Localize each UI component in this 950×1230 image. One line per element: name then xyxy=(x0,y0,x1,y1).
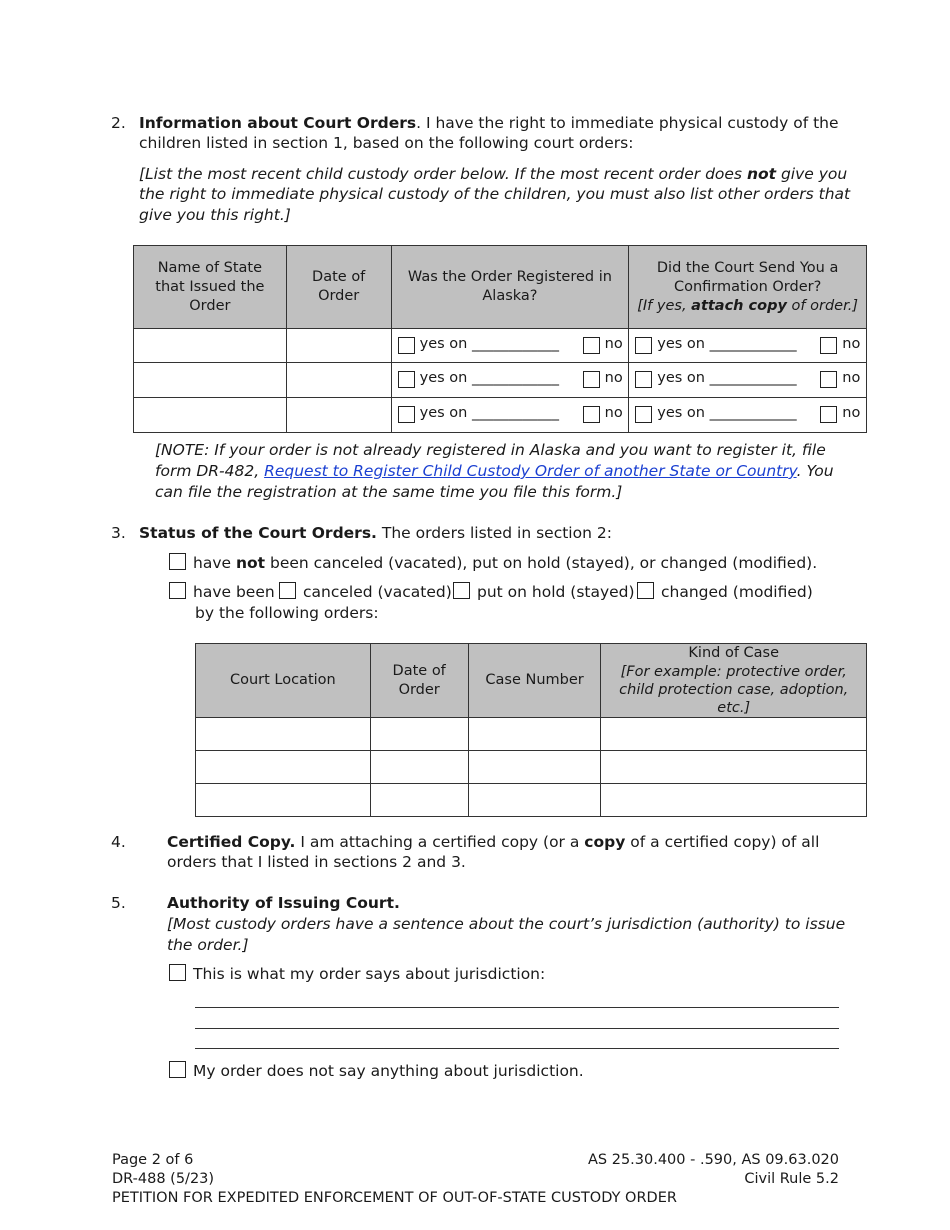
registered-no-checkbox[interactable] xyxy=(583,337,600,354)
case-number-cell[interactable] xyxy=(468,751,601,784)
jurisdiction-write-line[interactable] xyxy=(195,1028,839,1029)
confirmation-no-checkbox[interactable] xyxy=(820,371,837,388)
kind-of-case-cell[interactable] xyxy=(601,718,867,751)
table-row xyxy=(134,329,867,363)
not-changed-label: have not been canceled (vacated), put on hold (stayed), or changed (modified). xyxy=(193,554,818,572)
confirmation-yes-checkbox[interactable] xyxy=(635,406,652,423)
confirmation-cell xyxy=(629,398,867,433)
registered-yes-checkbox[interactable] xyxy=(398,406,415,423)
registered-no-checkbox[interactable] xyxy=(583,406,600,423)
header-date: Date of Order xyxy=(370,644,468,718)
modifying-orders-header-row xyxy=(196,644,867,718)
section-4-line-2: orders that I listed in sections 2 and 3. xyxy=(167,853,466,871)
date-cell[interactable] xyxy=(286,363,391,398)
section-4-line-1: Certified Copy. I am attaching a certified copy (or a copy of a certified copy) of all xyxy=(167,833,820,851)
date-cell[interactable] xyxy=(370,751,468,784)
date-cell[interactable] xyxy=(370,784,468,817)
section-5-instruction-1: [Most custody orders have a sentence about the court’s jurisdiction (authority) to issue xyxy=(167,915,846,933)
confirmation-yes-label: yes on ____________ xyxy=(657,336,797,352)
footer-statute: AS 25.30.400 - .590, AS 09.63.020 xyxy=(587,1152,839,1168)
registered-yes-label: yes on ____________ xyxy=(419,336,559,352)
header-case-number: Case Number xyxy=(468,644,601,718)
court-location-cell[interactable] xyxy=(196,784,371,817)
section-2-line-1 xyxy=(139,113,839,133)
header-state: Name of State that Issued the Order xyxy=(134,246,287,329)
date-cell[interactable] xyxy=(286,329,391,363)
section-3-heading: Status of the Court Orders. xyxy=(139,524,377,542)
table-row xyxy=(196,718,867,751)
section-3-number: 3. xyxy=(111,524,126,542)
court-location-cell[interactable] xyxy=(196,718,371,751)
section-2-instruction-3: give you this right.] xyxy=(139,206,291,224)
table-row xyxy=(196,784,867,817)
note-line-2: form DR-482, Request to Register Child Custody Order of another State or Country. You xyxy=(155,462,834,480)
court-location-cell[interactable] xyxy=(196,751,371,784)
registered-yes-checkbox[interactable] xyxy=(398,337,415,354)
header-date: Date of Order xyxy=(286,246,391,329)
date-cell[interactable] xyxy=(286,398,391,433)
confirmation-yes-label: yes on ____________ xyxy=(657,405,797,421)
confirmation-no-label: no xyxy=(842,370,861,386)
registered-yes-label: yes on ____________ xyxy=(419,370,559,386)
have-been-label: have been xyxy=(193,583,275,601)
following-orders-label: by the following orders: xyxy=(195,604,379,622)
note-line-3: can file the registration at the same time you file this form.] xyxy=(155,483,623,501)
on-hold-checkbox[interactable] xyxy=(453,582,470,599)
canceled-checkbox[interactable] xyxy=(279,582,296,599)
court-orders-header-row xyxy=(134,246,867,329)
case-number-cell[interactable] xyxy=(468,718,601,751)
section-3-line: Status of the Court Orders. The orders listed in section 2: xyxy=(139,524,612,542)
header-kind-of-case: Kind of Case [For example: protective order, child protection case, adoption, etc.] xyxy=(601,644,867,718)
header-registered: Was the Order Registered in Alaska? xyxy=(391,246,629,329)
registered-cell xyxy=(391,398,629,433)
have-been-changed-checkbox[interactable] xyxy=(169,582,186,599)
footer-form-id: DR-488 (5/23) xyxy=(112,1171,215,1187)
jurisdiction-write-line[interactable] xyxy=(195,1007,839,1008)
registered-no-checkbox[interactable] xyxy=(583,371,600,388)
on-hold-label: put on hold (stayed) xyxy=(477,583,635,601)
confirmation-yes-checkbox[interactable] xyxy=(635,337,652,354)
state-cell[interactable] xyxy=(134,329,287,363)
jurisdiction-none-label: My order does not say anything about jurisdiction. xyxy=(193,1062,584,1080)
section-2-heading: Information about Court Orders xyxy=(139,114,417,132)
registered-no-label: no xyxy=(604,336,623,352)
table-row xyxy=(196,751,867,784)
jurisdiction-write-line[interactable] xyxy=(195,1048,839,1049)
footer-civil-rule: Civil Rule 5.2 xyxy=(744,1171,839,1187)
registered-no-label: no xyxy=(604,370,623,386)
confirmation-no-checkbox[interactable] xyxy=(820,337,837,354)
section-2-instruction-1: [List the most recent child custody order below. If the most recent order does not give you xyxy=(139,165,848,183)
header-confirmation: Did the Court Send You a Confirmation Order? [If yes, attach copy of order.] xyxy=(629,246,867,329)
jurisdiction-says-checkbox[interactable] xyxy=(169,964,186,981)
confirmation-yes-label: yes on ____________ xyxy=(657,370,797,386)
registered-no-label: no xyxy=(604,405,623,421)
registered-yes-label: yes on ____________ xyxy=(419,405,559,421)
section-2-text-2: children listed in section 1, based on the following court orders: xyxy=(139,134,634,152)
modifying-orders-table xyxy=(195,643,867,817)
table-row xyxy=(134,398,867,433)
registered-cell xyxy=(391,363,629,398)
kind-of-case-cell[interactable] xyxy=(601,751,867,784)
dr-482-link[interactable]: Request to Register Child Custody Order of another State or Country xyxy=(264,462,797,480)
note-line-1: [NOTE: If your order is not already registered in Alaska and you want to register it, file xyxy=(155,441,826,459)
confirmation-cell xyxy=(629,363,867,398)
state-cell[interactable] xyxy=(134,398,287,433)
section-5-number: 5. xyxy=(111,894,126,912)
section-2-number: 2. xyxy=(111,114,126,132)
confirmation-no-label: no xyxy=(842,336,861,352)
case-number-cell[interactable] xyxy=(468,784,601,817)
section-2-text-1: . I have the right to immediate physical custody of the xyxy=(416,114,839,132)
modified-checkbox[interactable] xyxy=(637,582,654,599)
confirmation-no-checkbox[interactable] xyxy=(820,406,837,423)
jurisdiction-none-checkbox[interactable] xyxy=(169,1061,186,1078)
section-2-instruction-2: the right to immediate physical custody of the children, you must also list other orders that xyxy=(139,185,851,203)
not-changed-checkbox[interactable] xyxy=(169,553,186,570)
header-court-location: Court Location xyxy=(196,644,371,718)
section-4-number: 4. xyxy=(111,833,126,851)
court-orders-table xyxy=(133,245,867,433)
section-4-heading: Certified Copy. xyxy=(167,833,296,851)
state-cell[interactable] xyxy=(134,363,287,398)
kind-of-case-cell[interactable] xyxy=(601,784,867,817)
section-5-instruction-2: the order.] xyxy=(167,936,249,954)
table-row xyxy=(134,363,867,398)
confirmation-no-label: no xyxy=(842,405,861,421)
section-5-heading: Authority of Issuing Court. xyxy=(167,894,400,912)
confirmation-yes-checkbox[interactable] xyxy=(635,371,652,388)
registered-cell xyxy=(391,329,629,363)
footer-page-number: Page 2 of 6 xyxy=(112,1152,194,1168)
registered-yes-checkbox[interactable] xyxy=(398,371,415,388)
date-cell[interactable] xyxy=(370,718,468,751)
footer-form-title: PETITION FOR EXPEDITED ENFORCEMENT OF OUT-OF-STATE CUSTODY ORDER xyxy=(112,1190,677,1206)
jurisdiction-says-label: This is what my order says about jurisdiction: xyxy=(193,965,546,983)
confirmation-cell xyxy=(629,329,867,363)
canceled-label: canceled (vacated) xyxy=(303,583,452,601)
modified-label: changed (modified) xyxy=(661,583,813,601)
